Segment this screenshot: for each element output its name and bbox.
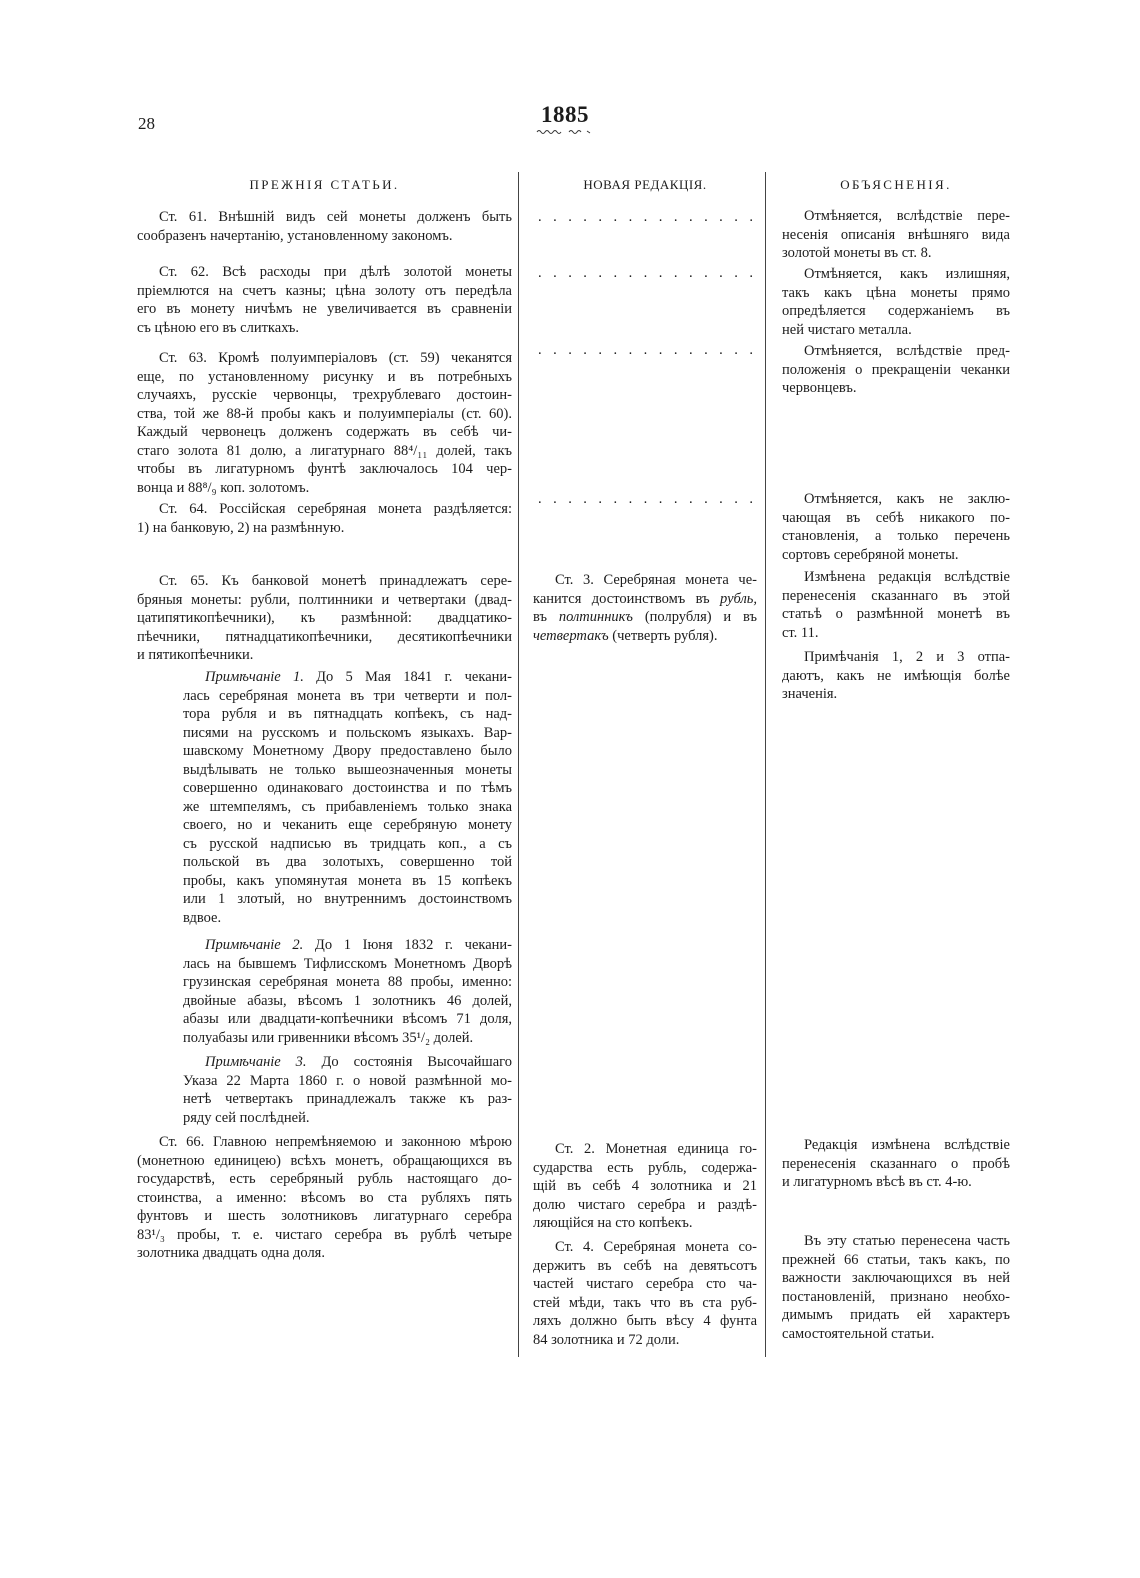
text-line: Ст. 2. Монетная единица го-	[555, 1141, 757, 1157]
column-divider	[518, 172, 519, 1357]
article-65-old	[137, 572, 512, 665]
text-segment: До состоянія Высочайшаго	[306, 1054, 512, 1070]
text-line: абазы или двадцати-копѣечники вѣсомъ 71 доля,	[183, 1011, 512, 1027]
text-line	[533, 590, 757, 609]
text-line: Редакція измѣнена вслѣдствіе	[804, 1137, 1010, 1153]
dot-leader: . . . . . . . . . . . . . . .	[538, 342, 753, 358]
text-line: и лигатурномъ вѣсѣ въ ст. 4-ю.	[782, 1174, 972, 1190]
text-line: Отмѣняется, какъ не заклю-	[804, 491, 1010, 507]
text-line: Ст. 64. Россійская серебряная монета раздѣляется:	[159, 501, 512, 517]
column-header-explanations: ОБЪЯСНЕНІЯ.	[840, 177, 952, 192]
text-line: сударства есть рубль, содержа-	[533, 1159, 757, 1176]
text-line: съ цѣною его въ слиткахъ.	[137, 319, 300, 336]
text-line: его въ монету ничѣмъ не увеличивается въ сравненіи	[137, 301, 512, 317]
article-4-new	[533, 1238, 757, 1349]
text-line: Въ эту статью перенесена часть	[804, 1233, 1010, 1249]
text-line: 84 золотника и 72 доли.	[533, 1331, 680, 1348]
explanation-64	[782, 490, 1010, 564]
text-line: ства, той же 88-й пробы какъ и полуимперіалы (ст. 60).	[137, 405, 512, 422]
text-line: значенія.	[782, 686, 838, 702]
text-line: чающая въ себѣ никакого по-	[782, 509, 1010, 526]
text-segment: До 1 Іюня 1832 г. чекани-	[303, 937, 512, 953]
text-segment: канится достоинствомъ въ	[533, 590, 721, 607]
text-line: несенія описанія внѣшняго вида	[782, 226, 1010, 243]
text-line: своего, но и чеканить еще серебряную монету	[183, 817, 512, 833]
text-line: Отмѣняется, вслѣдствіе пере-	[804, 208, 1010, 224]
text-line: Ст. 63. Кромѣ полуимперіаловъ (ст. 59) чеканятся	[159, 350, 512, 366]
text-line: ст. 11.	[782, 624, 819, 641]
article-61-old	[137, 208, 512, 245]
article-2-new	[533, 1140, 757, 1233]
text-line: Отмѣняется, какъ излишняя,	[804, 266, 1010, 282]
text-line: польской въ два золотыхъ, совершенно той	[183, 854, 512, 870]
text-line: долю чистаго серебра и раздѣ-	[533, 1196, 757, 1213]
text-line: пѣечники, пятнадцатикопѣечники, десятикопѣечники	[137, 628, 512, 645]
italic-text: четвертакъ	[533, 627, 609, 644]
column-header-new-edition: НОВАЯ РЕДАКЦІЯ.	[583, 177, 707, 192]
text-line: ряду сей послѣдней.	[183, 1109, 310, 1126]
text-line: прежней 66 статьи, такъ какъ, по	[782, 1251, 1010, 1268]
text-line: цатипятикопѣечники), къ размѣнной: двадцатико-	[137, 610, 512, 626]
text-line: вдвое.	[183, 909, 222, 926]
text-line: даютъ, какъ не имѣющія болѣе	[782, 667, 1010, 684]
text-line: лась серебряная монета въ три четверти и пол-	[183, 687, 512, 704]
text-line: Ст. 62. Всѣ расходы при дѣлѣ золотой монеты	[159, 264, 512, 280]
dot-leader: . . . . . . . . . . . . . . .	[538, 265, 753, 281]
text-line: государствѣ, есть серебряный рубль настоящаго до-	[137, 1171, 512, 1187]
text-line: выдѣлывать не только вышеозначенныя монеты	[183, 761, 512, 778]
text-line	[533, 627, 757, 646]
italic-text: Примѣчаніе 2.	[205, 937, 304, 953]
text-segment: (полрубля) и въ	[632, 609, 757, 625]
text-line: Ст. 66. Главною непремѣняемою и законною мѣрою	[159, 1134, 512, 1150]
dot-leader: . . . . . . . . . . . . . . .	[538, 491, 753, 507]
column-divider	[765, 172, 766, 1357]
text-line: и пятикопѣечники.	[137, 647, 254, 663]
explanation-63	[782, 342, 1010, 398]
text-line: Измѣнена редакція вслѣдствіе	[804, 569, 1010, 585]
text-line: еще, по установленному рисунку и въ потребныхъ	[137, 368, 512, 385]
text-line: опредѣляется содержаніемъ въ	[782, 303, 1010, 319]
text-line: же штемпелямъ, съ прибавленіемъ только знака	[183, 798, 512, 815]
text-line	[183, 668, 512, 687]
text-line: (монетною единицею) всѣхъ монетъ, обращающихся въ	[137, 1152, 512, 1169]
text-line: пробы, какъ упомянутая монета въ 15 копѣекъ	[183, 872, 512, 889]
text-line: димымъ придать ей характеръ	[782, 1307, 1010, 1323]
text-line: нетѣ четвертакъ принадлежалъ также къ раз-	[183, 1091, 512, 1107]
explanation-61	[782, 207, 1010, 263]
text-line: 83¹/₃ пробы, т. е. чистаго серебра въ рублѣ четыре	[137, 1226, 512, 1243]
text-line: совершенно одинаковаго достоинства и по тѣмъ	[183, 780, 512, 796]
text-line: щій въ себѣ 4 золотника и 21	[533, 1178, 757, 1194]
text-line: золотой монеты въ ст. 8.	[782, 245, 932, 261]
text-segment: въ	[533, 609, 559, 625]
dot-leader: . . . . . . . . . . . . . . .	[538, 209, 753, 225]
article-63-old	[137, 349, 512, 497]
text-line: перенесенія сказаннаго о пробѣ	[782, 1155, 1010, 1172]
text-line: держитъ въ себѣ на девятьсотъ	[533, 1257, 757, 1274]
text-segment: До 5 Мая 1841 г. чекани-	[303, 669, 512, 685]
page-number: 28	[138, 114, 155, 133]
note-1	[183, 668, 512, 927]
explanation-4	[782, 1232, 1010, 1343]
italic-text: Примѣчаніе 1.	[205, 669, 304, 685]
text-line: случаяхъ, русскіе червонцы, трехрублеваго достоин-	[137, 387, 512, 403]
text-line: чтобы въ лигатурномъ фунтѣ заключалось 104 чер-	[137, 461, 512, 477]
text-line: положенія о прекращеніи чеканки	[782, 361, 1010, 378]
explanation-65	[782, 568, 1010, 642]
explanation-62	[782, 265, 1010, 339]
article-64-old	[137, 500, 512, 537]
text-line: пріемлются на счетъ казны; цѣна золоту отъ передѣла	[137, 282, 512, 299]
text-line: постановленій, признано необхо-	[782, 1288, 1010, 1305]
text-line: лась на бывшемъ Тифлисскомъ Монетномъ Дворѣ	[183, 955, 512, 972]
text-line: шавскому Монетному Двору предоставлено было	[183, 743, 512, 759]
text-line: такъ какъ цѣна монеты прямо	[782, 284, 1010, 301]
text-line: золотника двадцать одна доля.	[137, 1245, 325, 1261]
text-line: ляющійся на сто копѣекъ.	[533, 1215, 693, 1231]
text-line: Ст. 65. Къ банковой монетѣ принадлежатъ сере-	[159, 573, 512, 589]
article-62-old	[137, 263, 512, 337]
text-line: 1) на банковую, 2) на размѣнную.	[137, 519, 345, 536]
text-line: статьѣ о размѣнной монетѣ въ	[782, 606, 1010, 622]
text-line: стаго золота 81 долю, а лигатурнаго 88⁴/₁₁ долей, такъ	[137, 442, 512, 459]
italic-text: полтинникъ	[558, 609, 633, 625]
text-line: или 1 злотый, но внутреннимъ достоинствомъ	[183, 891, 512, 907]
note-2	[183, 936, 512, 1047]
text-line: важности заключающихся въ ней	[782, 1270, 1010, 1286]
text-line: Ст. 4. Серебряная монета со-	[555, 1239, 757, 1255]
text-line: фунтовъ и шесть золотниковъ лигатурнаго серебра	[137, 1208, 512, 1224]
italic-text: рубль,	[720, 590, 757, 607]
article-66-old	[137, 1133, 512, 1263]
text-line: самостоятельной статьи.	[782, 1325, 935, 1342]
text-line: писями на русскомъ и польскомъ языкахъ. Вар-	[183, 724, 512, 741]
wavy-ornament-icon	[535, 128, 595, 136]
text-line: Указа 22 Марта 1860 г. о новой размѣнной мо-	[183, 1072, 512, 1089]
text-line: Отмѣняется, вслѣдствіе пред-	[804, 343, 1010, 359]
note-3	[183, 1053, 512, 1127]
text-line: бряныя монеты: рубли, полтинники и четвертаки (двад-	[137, 591, 512, 608]
text-line: Ст. 3. Серебряная монета че-	[555, 572, 757, 588]
text-line: тора рубля и въ пятнадцать копѣекъ, съ над-	[183, 706, 512, 722]
text-line: Каждый червонецъ долженъ содержать въ себѣ чи-	[137, 424, 512, 440]
text-line	[183, 936, 512, 955]
text-line: съ русской надписью въ тридцать коп., а съ	[183, 835, 512, 852]
text-line: Ст. 61. Внѣшній видъ сей монеты долженъ быть	[159, 209, 512, 225]
text-line	[183, 1053, 512, 1072]
text-line: ляхъ должно быть вѣсу 4 фунта	[533, 1313, 757, 1329]
article-3-new	[533, 571, 757, 645]
page-year-heading: 1885	[541, 102, 589, 127]
text-line: ней чистаго металла.	[782, 321, 912, 338]
text-segment: (четверть рубля).	[608, 627, 718, 644]
text-line: червонцевъ.	[782, 380, 857, 396]
text-line: сортовъ серебряной монеты.	[782, 546, 959, 563]
text-line: Примѣчанія 1, 2 и 3 отпа-	[804, 649, 1010, 665]
column-header-old-articles: ПРЕЖНІЯ СТАТЬИ.	[249, 177, 400, 192]
text-line: двойные абазы, вѣсомъ 1 золотникъ 46 долей,	[183, 992, 512, 1009]
text-line	[533, 608, 757, 627]
text-line: сообразенъ начертанію, установленному закономъ.	[137, 227, 453, 244]
italic-text: Примѣчаніе 3.	[205, 1054, 307, 1070]
text-line: частей чистаго серебра сто ча-	[533, 1276, 757, 1292]
explanation-66	[782, 1136, 1010, 1192]
text-line: перенесенія сказаннаго въ этой	[782, 587, 1010, 604]
text-line: полуабазы или гривенники вѣсомъ 35¹/₂ долей.	[183, 1029, 474, 1046]
text-line: грузинская серебряная монета 88 пробы, именно:	[183, 974, 512, 990]
text-line: вонца и 88⁸/₉ коп. золотомъ.	[137, 479, 310, 496]
text-line: стей мѣди, такъ что въ ста руб-	[533, 1294, 757, 1311]
explanation-notes	[782, 648, 1010, 704]
text-line: стоинства, а именно: вѣсомъ во ста рубляхъ пять	[137, 1189, 512, 1206]
text-line: становленія, а только перечень	[782, 528, 1010, 544]
